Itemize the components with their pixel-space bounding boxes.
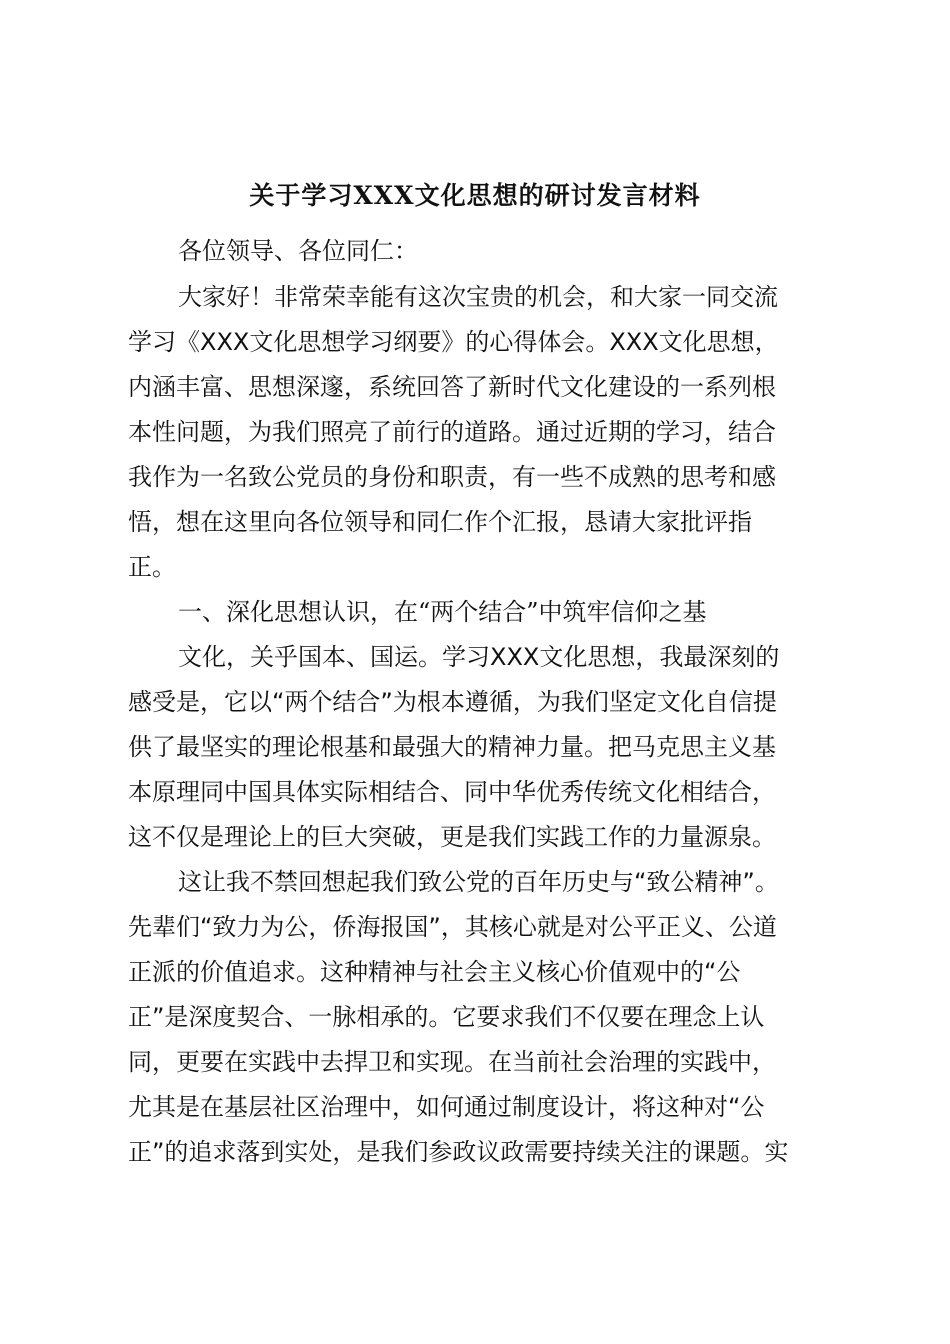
paragraph-line: 尤其是在基层社区治理中，如何通过制度设计，将这种对“公 — [128, 1093, 765, 1121]
paragraph-line: 大家好！非常荣幸能有这次宝贵的机会，和大家一同交流 — [178, 283, 778, 311]
document-title: 关于学习XXX文化思想的研讨发言材料 — [249, 181, 701, 210]
paragraph-line: 这不仅是理论上的巨大突破，更是我们实践工作的力量源泉。 — [128, 823, 776, 851]
paragraph-line: 我作为一名致公党员的身份和职责，有一些不成熟的思考和感 — [128, 463, 776, 491]
paragraph-line: 同，更要在实践中去捍卫和实现。在当前社会治理的实践中， — [128, 1048, 776, 1076]
paragraph-line: 学习《XXX文化思想学习纲要》的心得体会。XXX文化思想， — [128, 328, 779, 356]
paragraph-line: 文化，关乎国本、国运。学习XXX文化思想，我最深刻的 — [178, 643, 780, 671]
paragraph-line: 这让我不禁回想起我们致公党的百年历史与“致公精神”。 — [178, 868, 779, 896]
paragraph-line: 正派的价值追求。这种精神与社会主义核心价值观中的“公 — [128, 958, 741, 986]
paragraph-line: 悟，想在这里向各位领导和同仁作个汇报，恳请大家批评指 — [128, 508, 752, 536]
paragraph-line: 感受是，它以“两个结合”为根本遵循，为我们坚定文化自信提 — [128, 688, 777, 716]
paragraph-line: 供了最坚实的理论根基和最强大的精神力量。把马克思主义基 — [128, 733, 776, 761]
paragraph-line: 先辈们“致力为公，侨海报国”，其核心就是对公平正义、公道 — [128, 913, 777, 941]
paragraph-line: 正。 — [128, 553, 176, 581]
salutation: 各位领导、各位同仁： — [178, 237, 418, 265]
paragraph-line: 正”的追求落到实处，是我们参政议政需要持续关注的课题。实 — [128, 1138, 789, 1166]
paragraph-line: 正”是深度契合、一脉相承的。它要求我们不仅要在理念上认 — [128, 1003, 765, 1031]
paragraph-line: 内涵丰富、思想深邃，系统回答了新时代文化建设的一系列根 — [128, 373, 776, 401]
section-heading: 一、深化思想认识，在“两个结合”中筑牢信仰之基 — [178, 598, 707, 626]
paragraph-line: 本原理同中国具体实际相结合、同中华优秀传统文化相结合， — [128, 778, 776, 806]
paragraph-line: 本性问题，为我们照亮了前行的道路。通过近期的学习，结合 — [128, 418, 776, 446]
